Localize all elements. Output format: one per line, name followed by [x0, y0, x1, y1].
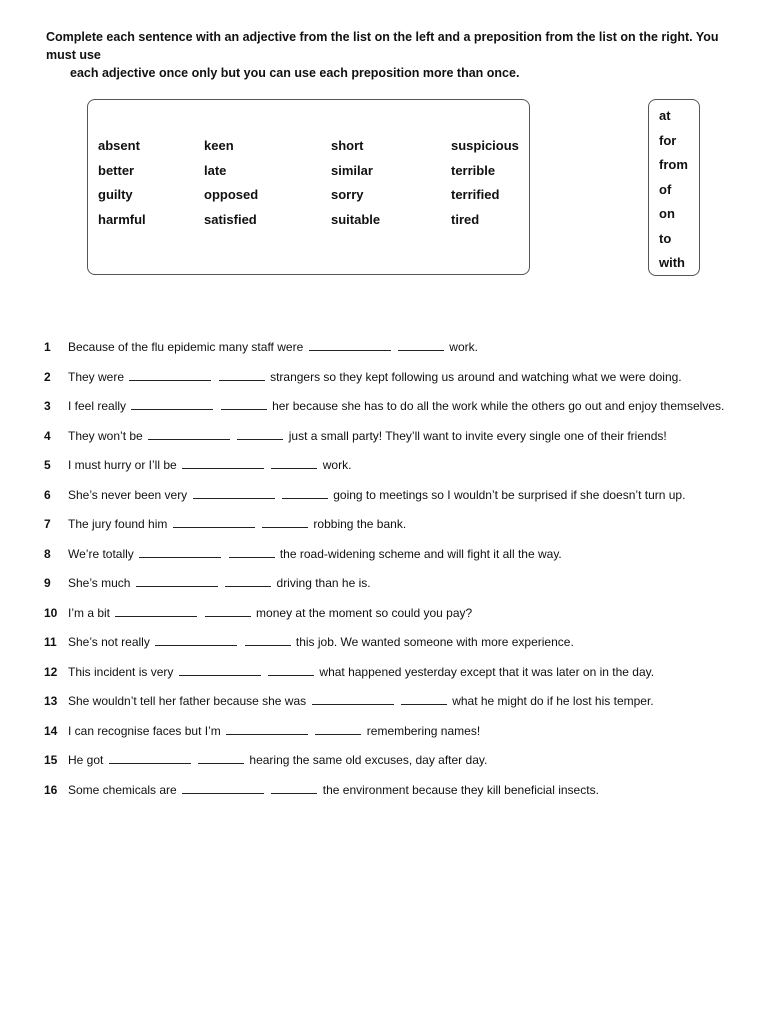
instructions-line-1: Complete each sentence with an adjective from the list on the left and a preposition from the list on the right. You must use [46, 30, 719, 62]
adjective-blank[interactable] [312, 694, 394, 705]
adjective-item: opposed [204, 187, 259, 202]
adjective-item: similar [331, 162, 373, 178]
sentence-text-before: She wouldn’t tell her father because she was [68, 694, 307, 708]
sentence-number: 4 [44, 428, 51, 443]
preposition-list-box [648, 99, 700, 276]
adjective-item: harmful [98, 211, 146, 227]
adjective-item: terrified [451, 187, 500, 202]
sentence-number: 3 [44, 399, 51, 413]
adjective-blank[interactable] [226, 724, 308, 735]
adjective-item: suspicious [451, 138, 519, 153]
preposition-item: on [659, 206, 675, 221]
adjective-blank[interactable] [179, 665, 261, 676]
sentence-text-after: going to meetings so I wouldn’t be surprised if she doesn’t turn up. [333, 487, 686, 502]
adjective-item: sorry [331, 187, 364, 202]
adjective-item: tired [451, 211, 480, 227]
sentence-row [44, 781, 744, 811]
adjective-grid [98, 138, 571, 236]
preposition-blank[interactable] [225, 576, 271, 587]
sentence-text-after: remembering names! [366, 723, 481, 738]
sentence-text-after: strangers so they kept following us around and watching what we were doing. [270, 369, 682, 384]
sentence-number: 13 [44, 694, 58, 708]
sentence-text-after: work. [449, 340, 478, 354]
sentence-row [44, 663, 744, 693]
sentence-number: 1 [44, 340, 51, 354]
sentence-text-before: They were [68, 369, 125, 384]
sentence-text-after: her because she has to do all the work while the others go out and enjoy themselves. [272, 399, 725, 413]
adjective-blank[interactable] [139, 547, 221, 558]
sentence-number: 15 [44, 753, 58, 767]
sentence-row [44, 368, 744, 398]
preposition-blank[interactable] [271, 458, 317, 469]
adjective-item: better [98, 162, 135, 178]
preposition-item: of [659, 181, 672, 197]
preposition-blank[interactable] [229, 547, 275, 558]
adjective-blank[interactable] [115, 606, 197, 617]
adjective-blank[interactable] [109, 753, 191, 764]
adjective-blank[interactable] [173, 517, 255, 528]
sentence-text-after: the environment because they kill beneficial insects. [322, 782, 599, 797]
sentence-text-before: Because of the flu epidemic many staff were [68, 340, 304, 354]
adjective-blank[interactable] [309, 340, 391, 351]
instructions [46, 28, 736, 82]
preposition-blank[interactable] [271, 783, 317, 794]
sentence-text-after: money at the moment so could you pay? [256, 605, 473, 620]
preposition-item: to [659, 230, 672, 246]
sentence-row [44, 722, 744, 752]
sentence-number: 12 [44, 664, 58, 679]
adjective-item: suitable [331, 211, 381, 227]
sentence-text-before: I’m a bit [68, 605, 111, 620]
preposition-blank[interactable] [205, 606, 251, 617]
sentence-text-after: driving than he is. [276, 576, 371, 590]
sentence-row [44, 515, 744, 545]
sentence-row [44, 397, 744, 427]
sentence-row [44, 486, 744, 516]
adjective-blank[interactable] [155, 635, 237, 646]
sentence-row [44, 338, 744, 368]
preposition-blank[interactable] [221, 399, 267, 410]
adjective-item: late [204, 162, 227, 178]
sentence-number: 10 [44, 605, 58, 620]
preposition-blank[interactable] [245, 635, 291, 646]
preposition-blank[interactable] [262, 517, 308, 528]
sentence-row [44, 692, 744, 722]
preposition-blank[interactable] [282, 488, 328, 499]
sentence-text-before: We’re totally [68, 546, 134, 561]
adjective-item: keen [204, 138, 234, 153]
preposition-blank[interactable] [237, 429, 283, 440]
adjective-blank[interactable] [193, 488, 275, 499]
adjective-item: satisfied [204, 211, 257, 227]
sentence-text-before: The jury found him [68, 517, 168, 531]
sentence-text-before: This incident is very [68, 664, 174, 679]
sentence-number: 5 [44, 458, 51, 472]
sentence-text-after: what happened yesterday except that it was later on in the day. [319, 664, 655, 679]
sentence-number: 2 [44, 369, 51, 384]
adjective-item: short [331, 138, 364, 153]
sentence-row [44, 574, 744, 604]
preposition-blank[interactable] [398, 340, 444, 351]
sentence-number: 7 [44, 517, 51, 531]
preposition-blank[interactable] [268, 665, 314, 676]
sentence-text-before: I can recognise faces but I’m [68, 723, 221, 738]
sentence-row [44, 751, 744, 781]
sentence-text-after: just a small party! They’ll want to invite every single one of their friends! [288, 428, 667, 443]
adjective-blank[interactable] [131, 399, 213, 410]
preposition-item: with [659, 255, 685, 270]
sentence-text-before: She’s not really [68, 635, 150, 649]
sentence-text-after: work. [322, 458, 352, 472]
sentence-number: 14 [44, 723, 58, 738]
sentence-number: 16 [44, 782, 58, 797]
sentence-row [44, 427, 744, 457]
sentence-text-after: robbing the bank. [313, 517, 407, 531]
sentence-text-before: She’s much [68, 576, 131, 590]
sentence-text-before: I must hurry or I’ll be [68, 458, 177, 472]
adjective-item: terrible [451, 162, 496, 178]
sentence-text-after: the road-widening scheme and will fight it all the way. [279, 546, 562, 561]
adjective-blank[interactable] [136, 576, 218, 587]
sentence-text-after: hearing the same old excuses, day after day. [249, 753, 488, 767]
preposition-blank[interactable] [198, 753, 244, 764]
adjective-blank[interactable] [182, 783, 264, 794]
sentence-text-after: this job. We wanted someone with more experience. [295, 635, 574, 649]
sentence-number: 9 [44, 576, 51, 590]
sentence-row [44, 456, 744, 486]
preposition-item: at [659, 108, 671, 123]
sentence-row [44, 604, 744, 634]
adjective-blank[interactable] [182, 458, 264, 469]
preposition-blank[interactable] [219, 370, 265, 381]
sentence-text-before: I feel really [68, 399, 127, 413]
sentence-number: 6 [44, 487, 51, 502]
sentence-row [44, 545, 744, 575]
instructions-line-2: each adjective once only but you can use each preposition more than once. [70, 66, 520, 80]
preposition-blank[interactable] [315, 724, 361, 735]
sentence-text-after: what he might do if he lost his temper. [452, 694, 654, 708]
adjective-item: guilty [98, 187, 133, 202]
sentence-text-before: He got [68, 753, 104, 767]
adjective-item: absent [98, 138, 140, 153]
preposition-blank[interactable] [401, 694, 447, 705]
sentence-number: 8 [44, 546, 51, 561]
sentence-text-before: They won’t be [68, 428, 143, 443]
sentence-text-before: She’s never been very [68, 487, 188, 502]
adjective-blank[interactable] [129, 370, 211, 381]
preposition-item: for [659, 132, 677, 148]
sentence-number: 11 [44, 635, 57, 649]
sentence-row [44, 633, 744, 663]
sentence-text-before: Some chemicals are [68, 782, 177, 797]
adjective-list-box [87, 99, 530, 275]
preposition-item: from [659, 157, 688, 172]
adjective-blank[interactable] [148, 429, 230, 440]
sentence-list [44, 338, 744, 810]
